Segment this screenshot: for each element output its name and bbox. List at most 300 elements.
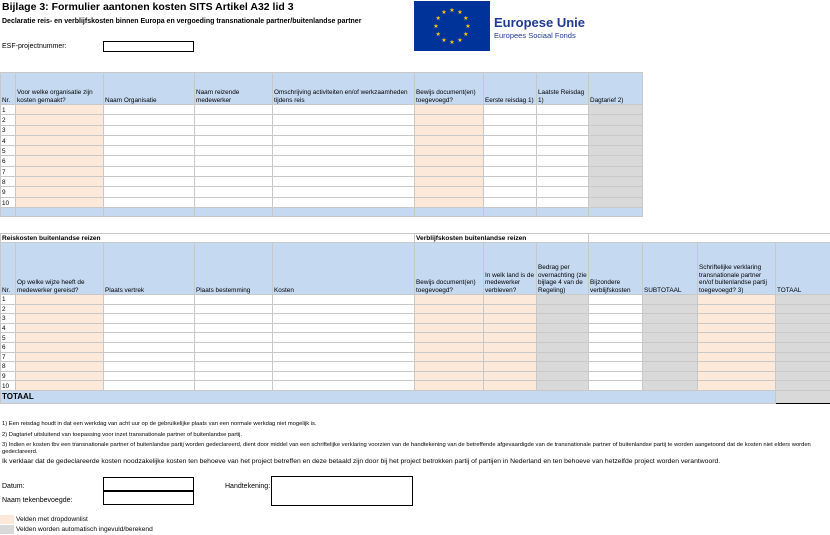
table-row (1, 362, 830, 372)
input-cell[interactable] (537, 105, 589, 115)
input-cell[interactable] (589, 381, 643, 391)
t1-header-cell: Naam Organisatie (104, 73, 195, 105)
input-cell[interactable] (698, 352, 776, 362)
input-cell[interactable] (415, 381, 484, 391)
input-cell[interactable] (16, 323, 104, 333)
input-cell[interactable] (16, 304, 104, 314)
input-cell[interactable] (195, 125, 273, 135)
table-row (1, 166, 643, 176)
input-cell[interactable] (537, 177, 589, 187)
table-row (1, 197, 643, 207)
input-cell[interactable] (415, 295, 484, 305)
input-cell[interactable] (195, 187, 273, 197)
t1-header-cell: Eerste reisdag 1) (484, 73, 537, 105)
input-cell[interactable] (195, 381, 273, 391)
eu-star-icon: ★ (449, 40, 455, 46)
project-number-label: ESF-projectnummer: (2, 43, 67, 50)
auto-cell (643, 371, 698, 381)
input-cell[interactable] (273, 197, 415, 207)
input-cell[interactable] (589, 362, 643, 372)
eu-esf-logo (414, 1, 615, 51)
auto-cell (776, 314, 830, 324)
input-cell[interactable] (484, 146, 537, 156)
input-cell[interactable] (415, 352, 484, 362)
t1-total-cell (16, 207, 104, 216)
date-label: Datum: (2, 483, 25, 490)
input-cell[interactable] (273, 125, 415, 135)
input-cell[interactable] (273, 105, 415, 115)
eu-star-icon: ★ (465, 24, 471, 30)
auto-cell (537, 352, 589, 362)
table-row (1, 146, 643, 156)
input-cell[interactable] (484, 125, 537, 135)
auto-cell (643, 362, 698, 372)
input-cell[interactable] (537, 125, 589, 135)
input-cell[interactable] (589, 371, 643, 381)
project-number-input[interactable] (103, 41, 194, 52)
table-row (1, 295, 830, 305)
date-input[interactable] (103, 477, 194, 491)
input-cell[interactable] (273, 115, 415, 125)
auto-cell (776, 304, 830, 314)
t1-total-cell (589, 207, 643, 216)
auto-cell (643, 314, 698, 324)
input-cell[interactable] (104, 166, 195, 176)
auto-cell (776, 323, 830, 333)
table-row (1, 135, 643, 145)
input-cell[interactable] (16, 295, 104, 305)
input-cell[interactable] (415, 125, 484, 135)
auto-cell (643, 323, 698, 333)
input-cell[interactable] (484, 135, 537, 145)
section-stay-costs: Verblijfskosten buitenlandse reizen (415, 234, 589, 243)
input-cell[interactable] (195, 352, 273, 362)
signature-label: Handtekening: (225, 483, 271, 490)
total-label: TOTAAL (1, 390, 776, 403)
row-number: 7 (1, 352, 16, 362)
input-cell[interactable] (104, 187, 195, 197)
input-cell[interactable] (415, 333, 484, 343)
auto-cell (537, 323, 589, 333)
input-cell[interactable] (415, 135, 484, 145)
input-cell[interactable] (195, 115, 273, 125)
t2-header-cell: Schriftelijke verklaring transnationale partner en/of buitenlandse partij toegevoegd? 3) (698, 243, 776, 295)
input-cell[interactable] (698, 323, 776, 333)
auto-cell (537, 295, 589, 305)
table-row (1, 371, 830, 381)
row-number: 9 (1, 187, 16, 197)
eu-star-icon: ★ (457, 37, 463, 44)
row-number: 6 (1, 156, 16, 166)
eu-star-icon: ★ (435, 16, 441, 22)
input-cell[interactable] (537, 115, 589, 125)
input-cell[interactable] (273, 342, 415, 352)
input-cell[interactable] (16, 371, 104, 381)
page-subtitle: Declaratie reis- en verblijfskosten binnen Europa en vergoeding transnationale partner/buitenlandse partner (2, 18, 362, 25)
input-cell[interactable] (16, 115, 104, 125)
input-cell[interactable] (104, 342, 195, 352)
input-cell[interactable] (104, 362, 195, 372)
input-cell[interactable] (698, 314, 776, 324)
auto-cell (776, 362, 830, 372)
input-cell[interactable] (104, 304, 195, 314)
input-cell[interactable] (484, 177, 537, 187)
input-cell[interactable] (104, 135, 195, 145)
input-cell[interactable] (589, 304, 643, 314)
eu-star-icon: ★ (463, 16, 469, 22)
input-cell[interactable] (415, 156, 484, 166)
t1-header-cell: Bewijs document(en) toegevoegd? (415, 73, 484, 105)
input-cell[interactable] (16, 314, 104, 324)
auto-cell (589, 177, 643, 187)
total-value-cell (776, 390, 830, 403)
t1-header-cell: Naam reizende medewerker (195, 73, 273, 105)
eu-star-icon: ★ (457, 10, 463, 17)
auto-cell (776, 295, 830, 305)
table-row (1, 156, 643, 166)
auto-cell (589, 115, 643, 125)
input-cell[interactable] (415, 304, 484, 314)
input-cell[interactable] (415, 197, 484, 207)
input-cell[interactable] (415, 105, 484, 115)
input-cell[interactable] (698, 371, 776, 381)
legend-auto-swatch (0, 525, 14, 534)
input-cell[interactable] (484, 295, 537, 305)
input-cell[interactable] (104, 146, 195, 156)
input-cell[interactable] (195, 371, 273, 381)
auto-cell (589, 166, 643, 176)
table-row (1, 177, 643, 187)
t2-header-cell: Bijzondere verblijfskosten (589, 243, 643, 295)
input-cell[interactable] (589, 333, 643, 343)
auto-cell (537, 333, 589, 343)
input-cell[interactable] (16, 333, 104, 343)
input-cell[interactable] (16, 166, 104, 176)
row-number: 9 (1, 371, 16, 381)
auto-cell (537, 362, 589, 372)
input-cell[interactable] (273, 166, 415, 176)
auto-cell (537, 371, 589, 381)
input-cell[interactable] (16, 381, 104, 391)
auto-cell (589, 197, 643, 207)
input-cell[interactable] (537, 166, 589, 176)
table-row (1, 381, 830, 391)
input-cell[interactable] (273, 156, 415, 166)
auto-cell (776, 333, 830, 343)
t1-total-cell (104, 207, 195, 216)
legend-dropdown-swatch (0, 515, 14, 524)
input-cell[interactable] (195, 166, 273, 176)
input-cell[interactable] (16, 105, 104, 115)
t2-header-cell: TOTAAL (776, 243, 830, 295)
table-row (1, 105, 643, 115)
logo-subtitle: Europees Sociaal Fonds (494, 31, 576, 40)
auto-cell (643, 295, 698, 305)
row-number: 1 (1, 105, 16, 115)
input-cell[interactable] (195, 197, 273, 207)
input-cell[interactable] (415, 323, 484, 333)
input-cell[interactable] (104, 323, 195, 333)
input-cell[interactable] (16, 177, 104, 187)
input-cell[interactable] (104, 352, 195, 362)
input-cell[interactable] (195, 105, 273, 115)
t2-header-cell: Bewijs document(en) toegevoegd? (415, 243, 484, 295)
input-cell[interactable] (589, 323, 643, 333)
input-cell[interactable] (698, 381, 776, 391)
input-cell[interactable] (16, 135, 104, 145)
t1-header-cell: Laatste Reisdag 1) (537, 73, 589, 105)
row-number: 2 (1, 115, 16, 125)
auto-cell (589, 146, 643, 156)
input-cell[interactable] (195, 304, 273, 314)
input-cell[interactable] (484, 156, 537, 166)
table-row (1, 125, 643, 135)
auto-cell (776, 342, 830, 352)
input-cell[interactable] (484, 362, 537, 372)
input-cell[interactable] (104, 125, 195, 135)
input-cell[interactable] (537, 187, 589, 197)
t2-header-cell: Kosten (273, 243, 415, 295)
input-cell[interactable] (16, 362, 104, 372)
input-cell[interactable] (537, 146, 589, 156)
t1-total-cell (195, 207, 273, 216)
input-cell[interactable] (415, 187, 484, 197)
input-cell[interactable] (273, 177, 415, 187)
footnote-1: 1) Een reisdag houdt in dat een werkdag van acht uur op de gebruikelijke plaats van een normale werkdag niet mogelijk is. (2, 421, 317, 427)
signatory-name-label: Naam tekenbevoegde: (2, 497, 73, 504)
t1-total-cell (273, 207, 415, 216)
row-number: 8 (1, 177, 16, 187)
page-title: Bijlage 3: Formulier aantonen kosten SITS Artikel A32 lid 3 (2, 1, 294, 13)
auto-cell (643, 381, 698, 391)
row-number: 4 (1, 323, 16, 333)
input-cell[interactable] (195, 177, 273, 187)
input-cell[interactable] (415, 371, 484, 381)
input-cell[interactable] (273, 314, 415, 324)
table-row (1, 352, 830, 362)
eu-star-icon: ★ (433, 24, 439, 30)
eu-star-icon: ★ (441, 10, 447, 17)
t2-header-cell: Plaats bestemming (195, 243, 273, 295)
input-cell[interactable] (415, 166, 484, 176)
t1-header-cell: Omschrijving activiteiten en/of werkzaamheden tijdens reis (273, 73, 415, 105)
input-cell[interactable] (195, 135, 273, 145)
t2-header-cell: Plaats vertrek (104, 243, 195, 295)
auto-cell (776, 352, 830, 362)
footnote-2: 2) Dagtarief uitsluitend van toepassing voor inzet transnationale partner of buitenlandse partij. (2, 432, 243, 438)
input-cell[interactable] (104, 105, 195, 115)
row-number: 10 (1, 197, 16, 207)
input-cell[interactable] (415, 146, 484, 156)
input-cell[interactable] (537, 135, 589, 145)
auto-cell (589, 156, 643, 166)
row-number: 1 (1, 295, 16, 305)
input-cell[interactable] (484, 371, 537, 381)
eu-flag-icon (414, 1, 490, 51)
input-cell[interactable] (16, 352, 104, 362)
input-cell[interactable] (484, 342, 537, 352)
input-cell[interactable] (273, 371, 415, 381)
input-cell[interactable] (273, 304, 415, 314)
input-cell[interactable] (698, 333, 776, 343)
input-cell[interactable] (273, 381, 415, 391)
input-cell[interactable] (195, 295, 273, 305)
auto-cell (643, 304, 698, 314)
eu-star-icon: ★ (463, 32, 469, 38)
input-cell[interactable] (16, 125, 104, 135)
input-cell[interactable] (415, 177, 484, 187)
auto-cell (589, 135, 643, 145)
input-cell[interactable] (484, 333, 537, 343)
input-cell[interactable] (104, 156, 195, 166)
t2-header-cell: Op welke wijze heeft de medewerker gereisd? (16, 243, 104, 295)
t1-header-cell: Dagtarief 2) (589, 73, 643, 105)
auto-cell (643, 333, 698, 343)
legend-dropdown-label: Velden met dropdownlist (16, 516, 88, 523)
input-cell[interactable] (104, 177, 195, 187)
t1-total-cell (415, 207, 484, 216)
input-cell[interactable] (484, 187, 537, 197)
input-cell[interactable] (195, 342, 273, 352)
input-cell[interactable] (484, 304, 537, 314)
input-cell[interactable] (415, 115, 484, 125)
input-cell[interactable] (589, 314, 643, 324)
input-cell[interactable] (195, 333, 273, 343)
auto-cell (589, 125, 643, 135)
input-cell[interactable] (16, 146, 104, 156)
input-cell[interactable] (273, 135, 415, 145)
input-cell[interactable] (484, 352, 537, 362)
input-cell[interactable] (537, 156, 589, 166)
auto-cell (589, 187, 643, 197)
input-cell[interactable] (195, 156, 273, 166)
auto-cell (776, 381, 830, 391)
table-row (1, 323, 830, 333)
t1-total-cell (484, 207, 537, 216)
t1-header-cell: Nr. (1, 73, 16, 105)
input-cell[interactable] (104, 197, 195, 207)
input-cell[interactable] (698, 342, 776, 352)
input-cell[interactable] (195, 362, 273, 372)
input-cell[interactable] (104, 333, 195, 343)
input-cell[interactable] (484, 166, 537, 176)
input-cell[interactable] (415, 362, 484, 372)
table-row (1, 314, 830, 324)
input-cell[interactable] (415, 342, 484, 352)
row-number: 7 (1, 166, 16, 176)
table-row (1, 115, 643, 125)
row-number: 5 (1, 333, 16, 343)
input-cell[interactable] (698, 295, 776, 305)
t2-header-cell: Nr. (1, 243, 16, 295)
auto-cell (643, 352, 698, 362)
t2-header-cell: Bedrag per overnachting (zie bijlage 4 van de Regeling) (537, 243, 589, 295)
input-cell[interactable] (104, 295, 195, 305)
input-cell[interactable] (195, 323, 273, 333)
row-number: 6 (1, 342, 16, 352)
input-cell[interactable] (104, 314, 195, 324)
table-row (1, 187, 643, 197)
input-cell[interactable] (16, 156, 104, 166)
input-cell[interactable] (589, 295, 643, 305)
t1-header-cell: Voor welke organisatie zijn kosten gemaakt? (16, 73, 104, 105)
logo-title: Europese Unie (494, 15, 586, 30)
auto-cell (589, 105, 643, 115)
input-cell[interactable] (104, 371, 195, 381)
input-cell[interactable] (484, 105, 537, 115)
input-cell[interactable] (698, 362, 776, 372)
auto-cell (537, 304, 589, 314)
input-cell[interactable] (484, 314, 537, 324)
input-cell[interactable] (484, 197, 537, 207)
auto-cell (643, 342, 698, 352)
input-cell[interactable] (273, 352, 415, 362)
footnote-3: 3) Indien er kosten tbv een transnationale partner of buitenlandse partij worden gedeclareerd, dient door middel van een schriftelijke verklaring voorzien van de handtekening van de betreffende afgevaardigde van de transnationale partner of buitenlandse partij te worden aangetoond dat de kosten niet elders worden gedeclareerd. (2, 442, 811, 455)
input-cell[interactable] (589, 352, 643, 362)
table-row (1, 333, 830, 343)
auto-cell (537, 381, 589, 391)
travel-table-2 (0, 233, 830, 404)
eu-star-icon: ★ (441, 37, 447, 44)
section-travel-costs: Reiskosten buitenlandse reizen (1, 234, 415, 243)
input-cell[interactable] (537, 197, 589, 207)
table-row (1, 304, 830, 314)
t2-header-cell: In welk land is de medewerker verbleven? (484, 243, 537, 295)
eu-star-icon: ★ (449, 8, 455, 14)
input-cell[interactable] (484, 323, 537, 333)
input-cell[interactable] (589, 342, 643, 352)
t2-header-cell: SUBTOTAAL (643, 243, 698, 295)
eu-star-icon: ★ (435, 32, 441, 38)
input-cell[interactable] (195, 314, 273, 324)
input-cell[interactable] (698, 304, 776, 314)
declaration-text: Ik verklaar dat de gedeclareerde kosten noodzakelijke kosten ten behoeve van het project betreffen en deze betaald zijn door bij het project betrokken partij of partijen in Nederland en ten behoeve van hetzelfde project worden verantwoord. (2, 458, 721, 465)
table-row (1, 342, 830, 352)
t1-total-cell (1, 207, 16, 216)
input-cell[interactable] (273, 333, 415, 343)
row-number: 5 (1, 146, 16, 156)
row-number: 2 (1, 304, 16, 314)
input-cell[interactable] (273, 295, 415, 305)
input-cell[interactable] (273, 323, 415, 333)
input-cell[interactable] (484, 115, 537, 125)
input-cell[interactable] (484, 381, 537, 391)
input-cell[interactable] (195, 146, 273, 156)
row-number: 8 (1, 362, 16, 372)
signature-field[interactable] (271, 476, 413, 506)
legend-auto-label: Velden worden automatisch ingevuld/berekend (16, 526, 153, 533)
input-cell[interactable] (415, 314, 484, 324)
input-cell[interactable] (273, 187, 415, 197)
input-cell[interactable] (16, 187, 104, 197)
input-cell[interactable] (16, 342, 104, 352)
input-cell[interactable] (104, 115, 195, 125)
auto-cell (537, 342, 589, 352)
input-cell[interactable] (16, 197, 104, 207)
input-cell[interactable] (273, 362, 415, 372)
input-cell[interactable] (104, 381, 195, 391)
input-cell[interactable] (273, 146, 415, 156)
row-number: 10 (1, 381, 16, 391)
row-number: 3 (1, 314, 16, 324)
auto-cell (537, 314, 589, 324)
t1-total-cell (537, 207, 589, 216)
row-number: 3 (1, 125, 16, 135)
travel-table-1 (0, 72, 643, 217)
auto-cell (776, 371, 830, 381)
row-number: 4 (1, 135, 16, 145)
signatory-name-input[interactable] (103, 491, 194, 505)
